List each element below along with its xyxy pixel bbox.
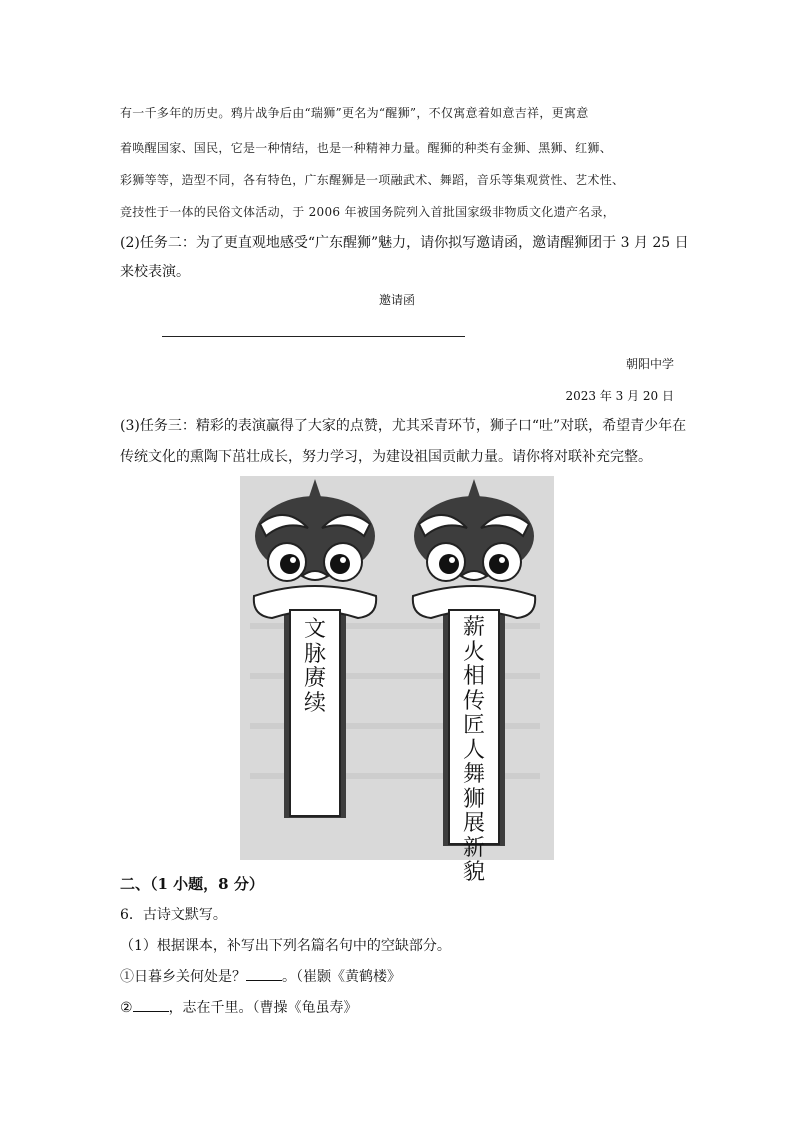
item-2-suffix: ，志在千里。（曹操《龟虽寿》 — [168, 1000, 358, 1016]
item-1-suffix: 。（崔颢《黄鹤楼》 — [282, 969, 401, 985]
question-6-1-instruction: （1）根据课本，补写出下列名篇名句中的空缺部分。 — [120, 938, 451, 954]
left-couplet-scroll: 文脉赓续 — [303, 617, 326, 716]
lion-couplet-figure — [240, 476, 554, 885]
recitation-item-2 — [120, 997, 358, 1017]
item-1-prefix: ①日暮乡关何处是？ — [120, 969, 246, 985]
task3-prompt-line-1: (3)任务三：精彩的表演赢得了大家的点赞，尤其采青环节，狮子口“吐”对联，希望青少年在 — [120, 418, 687, 434]
task3-prompt-line-2: 传统文化的熏陶下茁壮成长，努力学习，为建设祖国贡献力量。请你将对联补充完整。 — [120, 449, 652, 465]
task1-text-line-2: 着唤醒国家、国民，它是一种情结，也是一种精神力量。醒狮的种类有金狮、黑狮、红狮、 — [120, 141, 613, 155]
task2-prompt-line-1: (2)任务二：为了更直观地感受“广东醒狮”魅力，请你拟写邀请函，邀请醒狮团于 3 月 25 日 — [120, 235, 689, 251]
task2-prompt-line-2: 来校表演。 — [120, 264, 190, 280]
task1-text-line-4: 竞技性于一体的民俗文体活动，于 2006 年被国务院列入首批国家级非物质文化遗产名录， — [120, 205, 616, 219]
task1-text-line-1: 有一千多年的历史。鸦片战争后由“瑞狮”更名为“醒狮”，不仅寓意着如意吉祥，更寓意 — [120, 106, 589, 120]
letter-date: 2023 年 3 月 20 日 — [565, 389, 674, 403]
lion-heads-illustration — [240, 476, 554, 860]
item-2-blank[interactable] — [133, 999, 169, 1012]
right-couplet-scroll: 薪火相传匠人舞狮展新貌 — [462, 615, 485, 885]
task1-text-line-3: 彩狮等等，造型不同，各有特色，广东醒狮是一项融武术、舞蹈，音乐等集观赏性、艺术性、 — [120, 173, 625, 187]
invitation-title: 邀请函 — [378, 293, 415, 307]
question-6-title: 6．古诗文默写。 — [120, 907, 227, 923]
letter-signature: 朝阳中学 — [625, 357, 674, 371]
item-2-prefix: ② — [120, 1000, 133, 1016]
answer-blank-line[interactable] — [162, 336, 465, 337]
recitation-item-1 — [120, 966, 401, 986]
section-2-heading: 二、（1 小题，8 分） — [120, 875, 264, 893]
item-1-blank[interactable] — [246, 968, 282, 981]
